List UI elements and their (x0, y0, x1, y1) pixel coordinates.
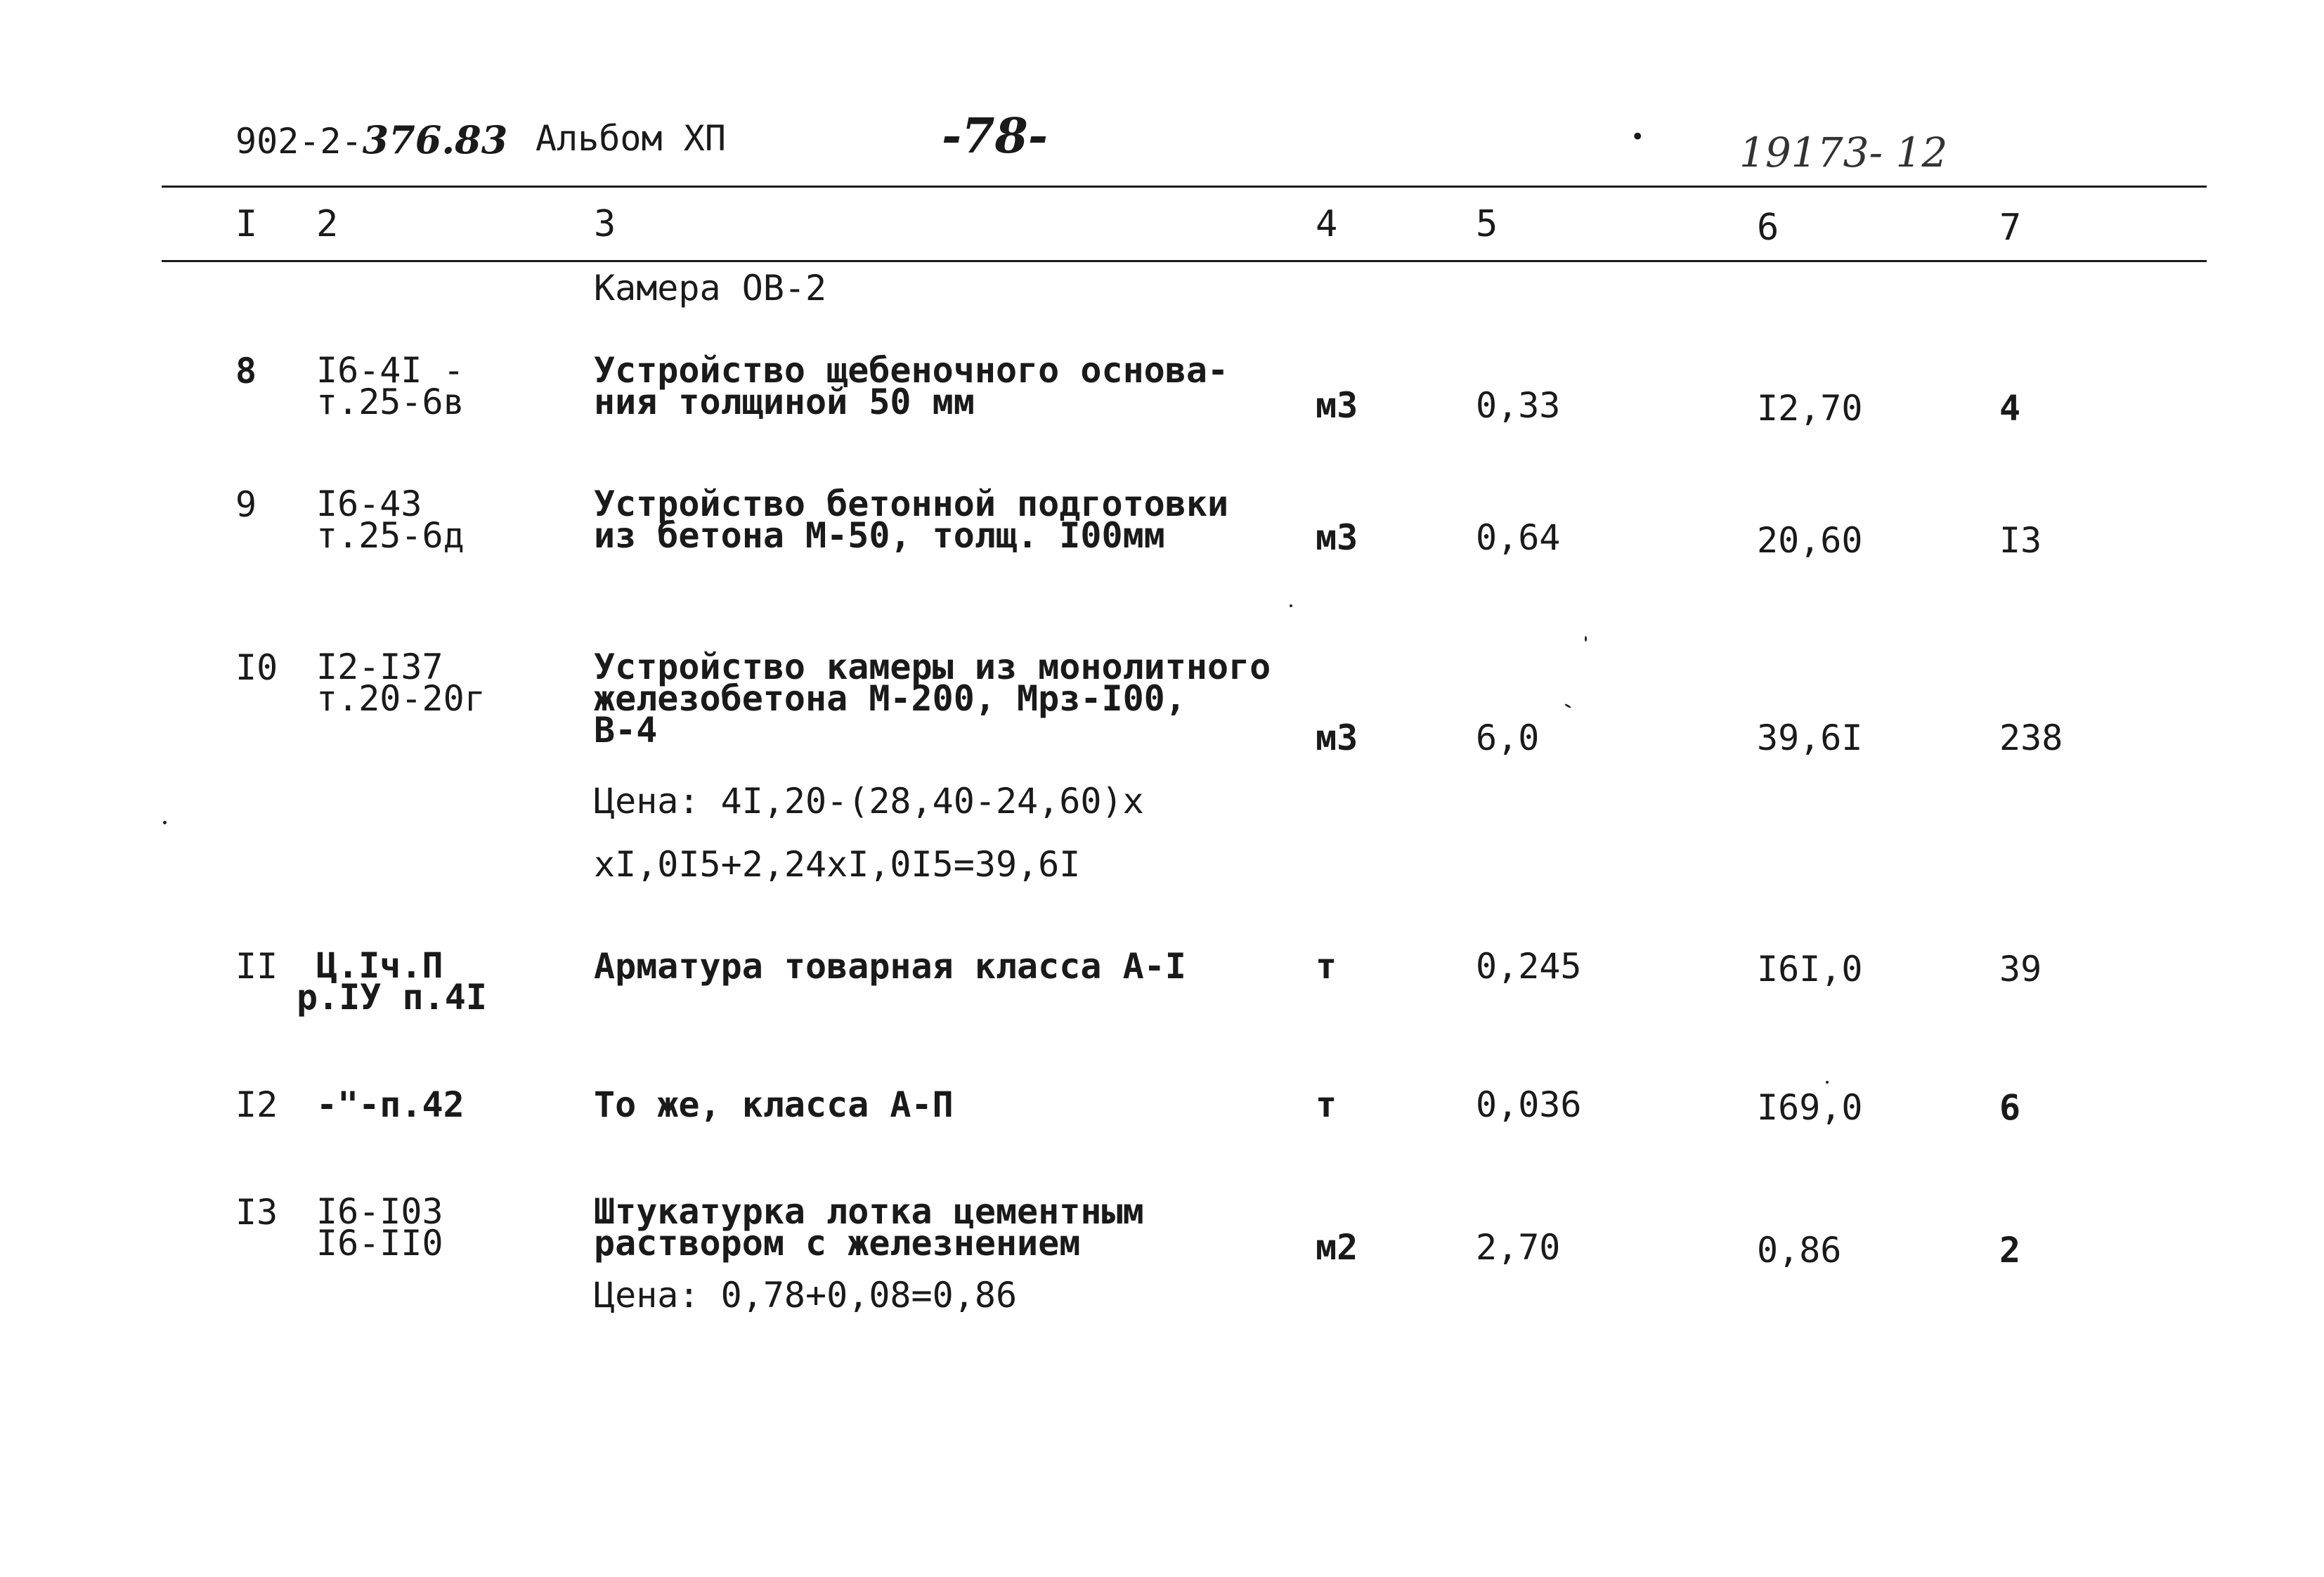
row-number: 8 (235, 351, 257, 391)
description-line: ния толщиной 50 мм (594, 382, 975, 422)
rate-code-line: I6-43 (316, 484, 422, 524)
work-description: То же, класса А-П (594, 1084, 954, 1125)
unit: т (1316, 1084, 1337, 1125)
rate-code-line: I6-4I - (316, 350, 465, 391)
unit: м3 (1316, 385, 1358, 426)
rate-code: -"-п.42 (316, 1084, 465, 1125)
rate-code-line: т.25-6д (316, 515, 465, 556)
rate-code-line: I6-II0 (316, 1223, 443, 1264)
scan-speck (1564, 703, 1571, 709)
col-header-6: 6 (1757, 207, 1779, 249)
unit-price: I69,0 (1757, 1087, 1863, 1128)
quantity: 6,0 (1476, 718, 1540, 758)
description-line: Устройство камеры из монолитного (594, 647, 1271, 687)
row-number: I3 (235, 1192, 278, 1233)
col-header-7: 7 (1999, 207, 2022, 249)
description-line: Штукатурка лотка цементным (594, 1191, 1144, 1232)
unit: м2 (1316, 1227, 1358, 1268)
document-code (235, 117, 508, 162)
description-line: из бетона М-50, толщ. I00мм (594, 515, 1165, 556)
quantity: 0,33 (1476, 385, 1561, 426)
unit: м3 (1316, 517, 1358, 558)
album-label: Альбом ХП (535, 118, 726, 159)
unit-price: 0,86 (1757, 1230, 1842, 1271)
archive-number: 19173- 12 (1739, 129, 1948, 176)
document-code-handwritten: 376.83 (362, 117, 508, 162)
price-calculation: Цена: 4I,20-(28,40-24,60)х (594, 781, 1144, 822)
quantity: 2,70 (1476, 1227, 1561, 1268)
work-description (594, 484, 1229, 556)
description-line: Устройство бетонной подготовки (594, 484, 1229, 524)
total-cost: 39 (1999, 949, 2042, 989)
unit-price: 39,6I (1757, 718, 1863, 758)
work-description: Арматура товарная класса А-I (594, 946, 1186, 987)
description-line: В-4 (594, 710, 658, 751)
document-code-typed: 902-2- (235, 121, 363, 162)
header-rule-top (162, 186, 2207, 188)
rate-code (316, 647, 486, 719)
unit: м3 (1316, 718, 1358, 758)
rate-code-line: Ц.Iч.П (316, 945, 443, 986)
col-header-3: 3 (594, 203, 616, 245)
rate-code (297, 945, 487, 1018)
header-rule-bottom (162, 260, 2207, 262)
row-number: 9 (235, 484, 257, 525)
scan-speck (1290, 604, 1292, 607)
description-line: железобетона М-200, Мрз-I00, (594, 678, 1186, 719)
rate-code-line: р.IУ п.4I (297, 977, 487, 1018)
quantity: 0,64 (1476, 517, 1561, 558)
page-number: -78- (942, 108, 1049, 164)
scan-speck (1585, 636, 1587, 642)
quantity: 0,245 (1476, 946, 1582, 987)
description-line: раствором с железнением (594, 1223, 1081, 1264)
unit-price: 20,60 (1757, 520, 1863, 561)
price-calculation: Цена: 0,78+0,08=0,86 (594, 1275, 1018, 1316)
quantity: 0,036 (1476, 1084, 1582, 1125)
total-cost: 6 (1999, 1087, 2021, 1128)
unit-price: I2,70 (1757, 388, 1863, 429)
scan-speck (163, 821, 167, 824)
section-title: Камера ОВ-2 (594, 268, 827, 309)
price-calculation: хI,0I5+2,24хI,0I5=39,6I (594, 844, 1081, 885)
total-cost: 238 (1999, 718, 2063, 758)
unit-price: I6I,0 (1757, 949, 1863, 989)
col-header-2: 2 (316, 203, 339, 245)
total-cost: I3 (1999, 520, 2042, 561)
col-header-1: I (235, 203, 258, 245)
row-number: I2 (235, 1084, 278, 1125)
header-dot: • (1630, 123, 1645, 151)
col-header-5: 5 (1476, 203, 1498, 245)
rate-code-line: I2-I37 (316, 647, 443, 687)
description-line: Устройство щебеночного основа- (594, 350, 1229, 391)
rate-code-line: т.25-6в (316, 382, 465, 422)
work-description (594, 350, 1229, 422)
col-header-4: 4 (1316, 203, 1338, 245)
scan-speck (1826, 1081, 1829, 1084)
work-description (594, 647, 1271, 751)
rate-code (316, 484, 465, 556)
rate-code (316, 1191, 443, 1264)
rate-code-line: I6-I03 (316, 1191, 443, 1232)
total-cost: 2 (1999, 1230, 2021, 1271)
total-cost: 4 (1999, 388, 2021, 429)
rate-code (316, 350, 465, 422)
row-number: II (235, 946, 278, 987)
unit: т (1316, 946, 1337, 987)
rate-code-line: т.20-20г (316, 678, 486, 719)
work-description (594, 1191, 1144, 1264)
row-number: I0 (235, 647, 278, 688)
